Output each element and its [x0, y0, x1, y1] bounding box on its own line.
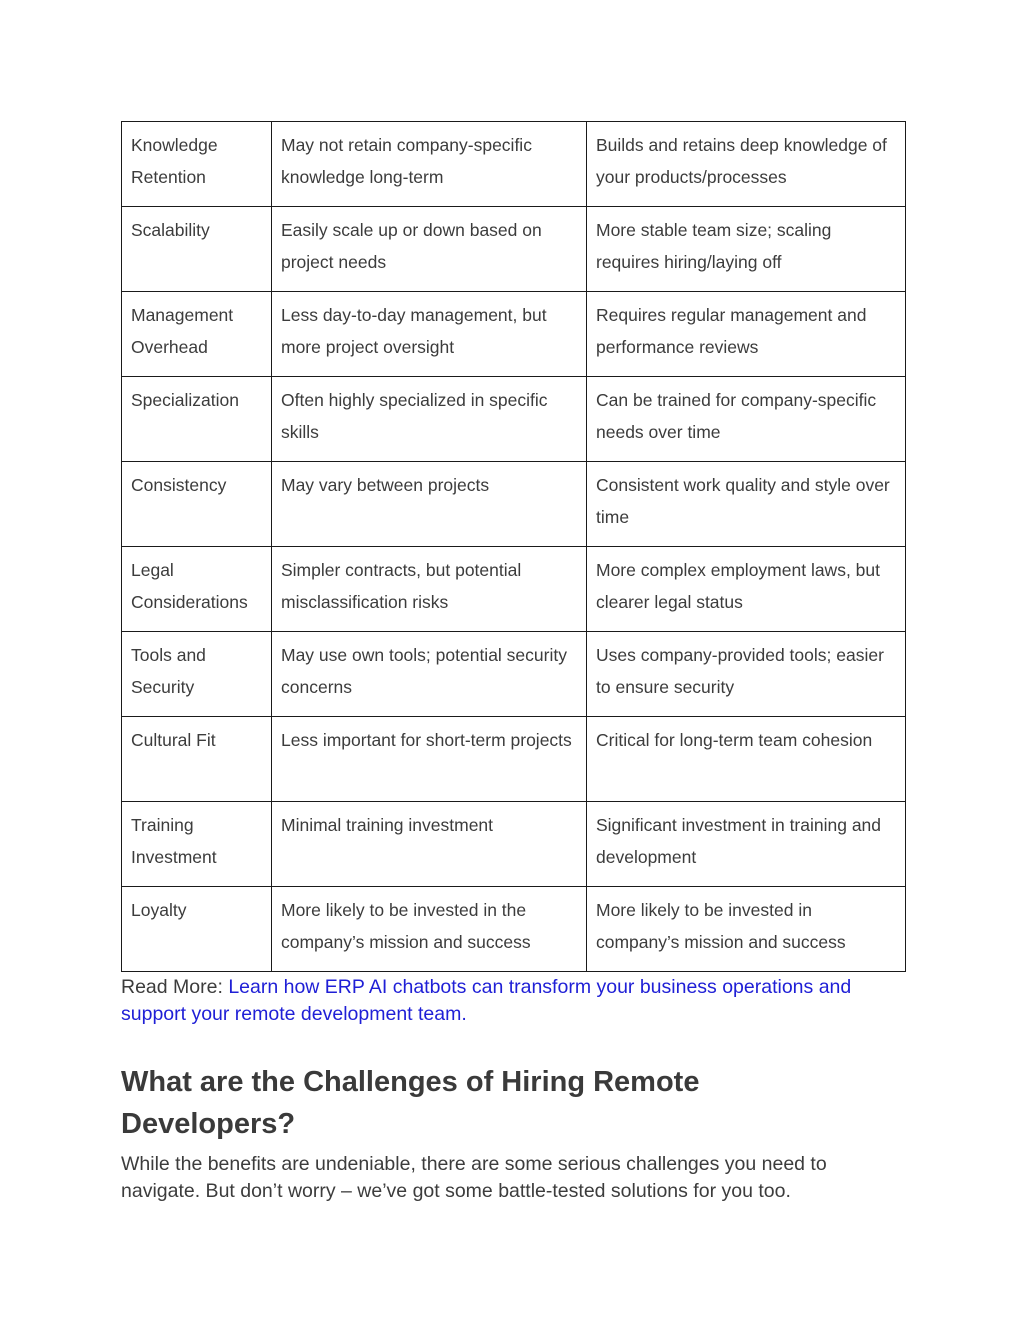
table-row — [122, 462, 906, 547]
table-row — [122, 292, 906, 377]
in-house-cell: More stable team size; scaling requires hiring/laying off — [587, 207, 906, 292]
in-house-cell: Uses company-provided tools; easier to ensure security — [587, 632, 906, 717]
factor-cell: Scalability — [122, 207, 272, 292]
freelancer-cell: Simpler contracts, but potential misclassification risks — [272, 547, 587, 632]
factor-cell: Legal Considerations — [122, 547, 272, 632]
in-house-cell: More likely to be invested in company’s mission and success — [587, 887, 906, 972]
table-row — [122, 547, 906, 632]
section-heading: What are the Challenges of Hiring Remote Developers? — [121, 1066, 700, 1140]
freelancer-cell: More likely to be invested in the company’s mission and success — [272, 887, 587, 972]
factor-cell: Tools and Security — [122, 632, 272, 717]
freelancer-cell: May vary between projects — [272, 462, 587, 547]
freelancer-cell: Less day-to-day management, but more project oversight — [272, 292, 587, 377]
freelancer-cell: Easily scale up or down based on project needs — [272, 207, 587, 292]
section-intro: While the benefits are undeniable, there are some serious challenges you need to navigate. But don’t worry – we’ve got some battle-tested solutions for you too. — [121, 1153, 827, 1202]
factor-cell: Cultural Fit — [122, 717, 272, 802]
table-row — [122, 122, 906, 207]
table-row — [122, 802, 906, 887]
table-row — [122, 717, 906, 802]
in-house-cell: Critical for long-term team cohesion — [587, 717, 906, 802]
article-content — [121, 121, 905, 1205]
table-row — [122, 632, 906, 717]
in-house-cell: More complex employment laws, but clearer legal status — [587, 547, 906, 632]
in-house-cell: Builds and retains deep knowledge of your products/processes — [587, 122, 906, 207]
factor-cell: Consistency — [122, 462, 272, 547]
freelancer-cell: Minimal training investment — [272, 802, 587, 887]
comparison-table-body — [122, 122, 906, 972]
in-house-cell: Significant investment in training and development — [587, 802, 906, 887]
factor-cell: Management Overhead — [122, 292, 272, 377]
freelancer-cell: Less important for short-term projects — [272, 717, 587, 802]
table-row — [122, 207, 906, 292]
freelancer-cell: Often highly specialized in specific skills — [272, 377, 587, 462]
factor-cell: Specialization — [122, 377, 272, 462]
comparison-table — [121, 121, 906, 972]
in-house-cell: Consistent work quality and style over time — [587, 462, 906, 547]
factor-cell: Knowledge Retention — [122, 122, 272, 207]
factor-cell: Training Investment — [122, 802, 272, 887]
read-more — [121, 974, 905, 1028]
table-row — [122, 377, 906, 462]
freelancer-cell: May use own tools; potential security concerns — [272, 632, 587, 717]
read-more-link[interactable]: Learn how ERP AI chatbots can transform your business operations and support your remote development team. — [121, 976, 852, 1025]
in-house-cell: Requires regular management and performance reviews — [587, 292, 906, 377]
read-more-prefix: Read More: — [121, 976, 229, 998]
freelancer-cell: May not retain company-specific knowledge long-term — [272, 122, 587, 207]
factor-cell: Loyalty — [122, 887, 272, 972]
in-house-cell: Can be trained for company-specific needs over time — [587, 377, 906, 462]
table-row — [122, 887, 906, 972]
